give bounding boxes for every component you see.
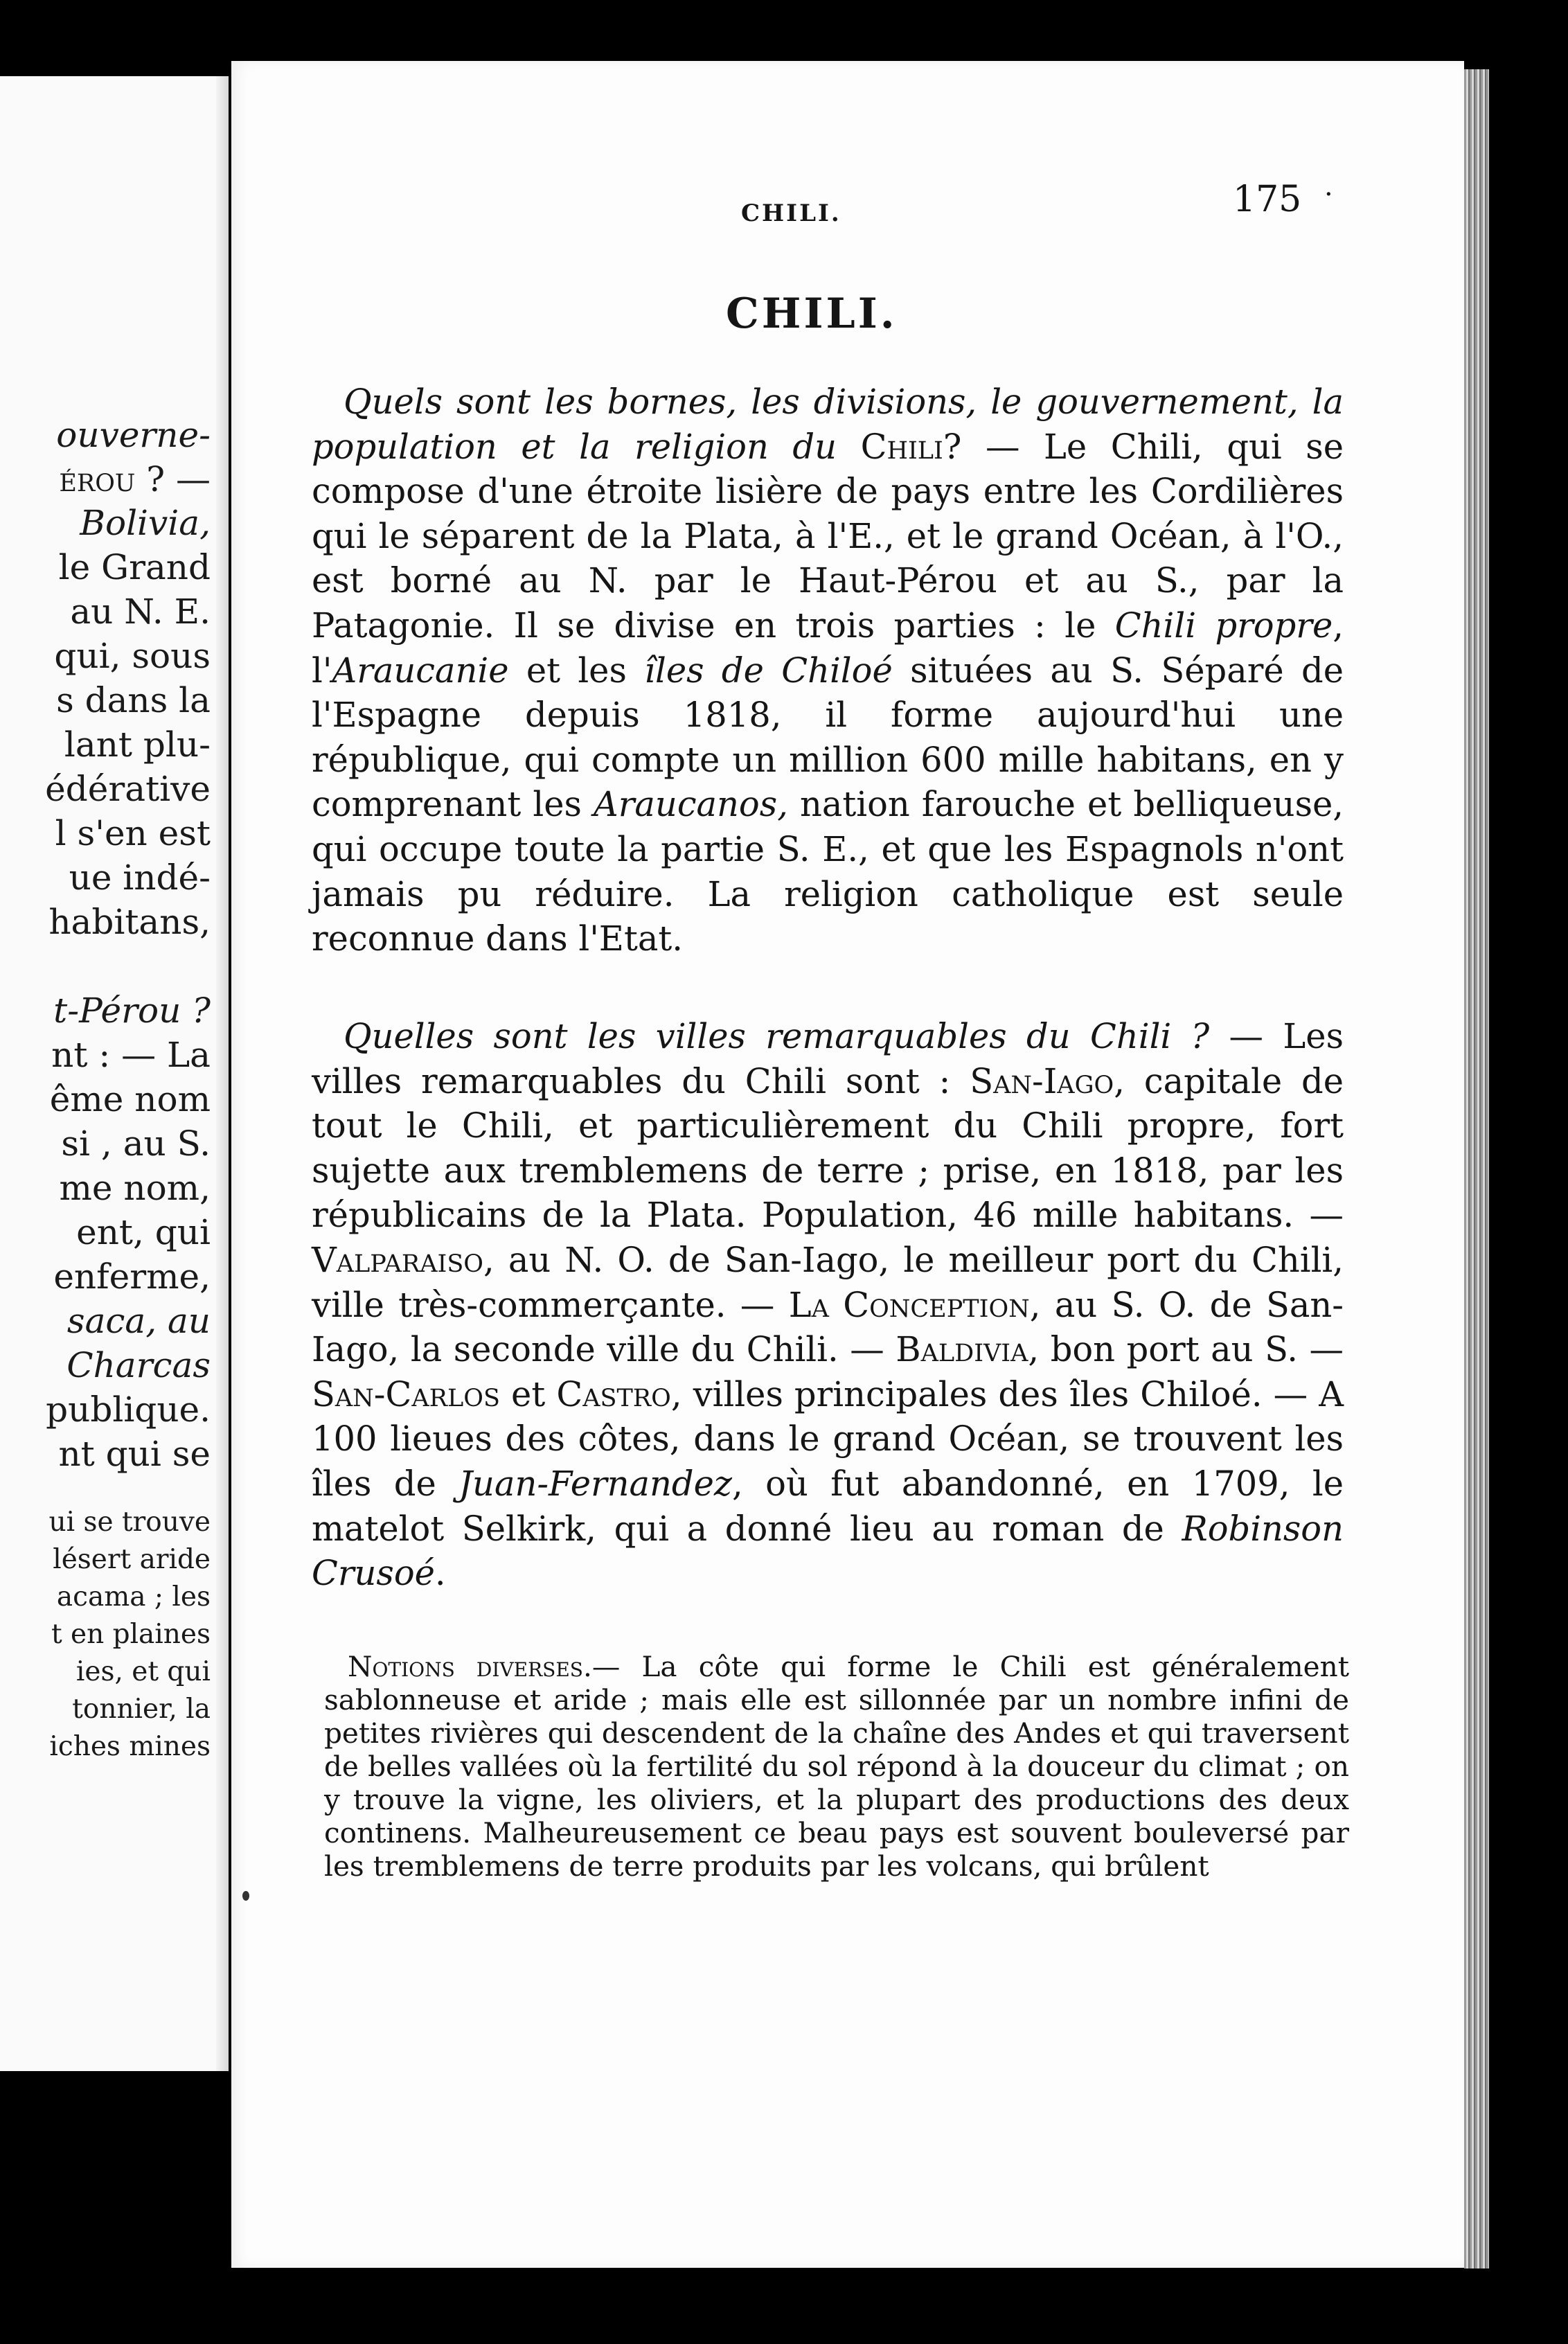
left-page-line: nt qui se bbox=[58, 1434, 211, 1474]
left-page-line: si , au S. bbox=[61, 1124, 211, 1164]
answer-text: , où fut abandonné, en 1709, le matelot Selkirk, qui a donné lieu au roman de bbox=[312, 1463, 1344, 1549]
question-text: Quels sont les bornes, les divisions, le gouvernement, la population et la religion du bbox=[312, 382, 1344, 467]
island-name: Juan-Fernandez bbox=[458, 1463, 732, 1504]
binding-mark bbox=[242, 1891, 249, 1901]
left-page-line: qui, sous bbox=[54, 636, 211, 676]
paragraph-remarkable-cities bbox=[312, 1014, 1344, 1596]
left-page-line: me nom, bbox=[59, 1168, 211, 1208]
running-head: CHILI. bbox=[741, 199, 841, 227]
notes-paragraph bbox=[324, 1650, 1349, 1883]
left-page-line: Charcas bbox=[66, 1345, 211, 1385]
answer-text: , bon port au S. — bbox=[1028, 1329, 1344, 1370]
question-country: Chili bbox=[860, 426, 943, 467]
left-page-line: le Grand bbox=[58, 547, 211, 587]
people-name: Araucanos, bbox=[594, 784, 788, 825]
left-page-line: Bolivia, bbox=[80, 503, 211, 543]
answer-text: . bbox=[434, 1553, 446, 1594]
left-page-line: ies, et qui bbox=[75, 1656, 211, 1687]
novel-title: Robinson Crusoé bbox=[312, 1508, 1344, 1594]
left-facing-page bbox=[0, 76, 229, 2071]
city-name: Baldivia bbox=[896, 1329, 1028, 1370]
city-name: La Conception bbox=[788, 1284, 1030, 1325]
left-page-line: au N. E. bbox=[70, 592, 211, 632]
answer-text: , l' bbox=[312, 605, 1344, 691]
notes-text: — La côte qui forme le Chili est généralement sablonneuse et aride ; mais elle est sillonnée par un nombre infini de petites rivières qui descendent de la chaîne des Andes et qui traversent de belles vallées où la fertilité du sol répond à la douceur du climat ; on y trouve la vigne, les oliviers, et la plupart des productions des deux continens. Malheureusement ce beau pays est souvent bouleversé par les tremblemens de terre produits par les volcans, qui brûlent bbox=[324, 1650, 1349, 1883]
question-mark: ? — bbox=[943, 426, 1020, 467]
left-page-line: enferme, bbox=[53, 1257, 211, 1297]
left-page-line: nt : — La bbox=[51, 1035, 211, 1075]
region-name: Araucanie bbox=[332, 650, 509, 691]
left-page-line: t-Pérou ? bbox=[53, 991, 211, 1031]
left-page-line: édérative bbox=[45, 769, 211, 809]
left-page-line: l s'en est bbox=[55, 813, 211, 853]
left-page-line: s dans la bbox=[56, 680, 211, 720]
answer-text: situées au S. Séparé de l'Espagne depuis 1818, il forme aujourd'hui une république, qui compte un million 600 mille habitans, en y comprenant les bbox=[312, 650, 1344, 825]
chapter-title: CHILI. bbox=[726, 290, 898, 338]
city-name: San-Carlos bbox=[312, 1374, 500, 1414]
city-name: Castro bbox=[556, 1374, 671, 1414]
left-page-line: ue indé- bbox=[69, 858, 211, 898]
page-number-mark: · bbox=[1324, 179, 1333, 211]
city-name: San-Iago bbox=[970, 1060, 1114, 1101]
question-text: Quelles sont les villes remarquables du Chili ? bbox=[344, 1016, 1210, 1056]
paragraph-borders-and-government bbox=[312, 380, 1344, 961]
left-page-line: acama ; les bbox=[56, 1581, 211, 1613]
notes-label: Notions diverses. bbox=[348, 1650, 592, 1683]
answer-text: et bbox=[499, 1374, 557, 1414]
left-page-line: ouverne- bbox=[56, 415, 211, 455]
left-page-line: publique. bbox=[46, 1389, 211, 1430]
left-page-line: ent, qui bbox=[76, 1212, 211, 1252]
left-page-line: lant plu- bbox=[64, 725, 211, 765]
page-number: 175 bbox=[1233, 179, 1302, 220]
left-page-line: ui se trouve bbox=[48, 1507, 211, 1538]
region-name: Chili propre bbox=[1114, 605, 1333, 646]
answer-text: nation farouche et belliqueuse, qui occupe toute la partie S. E., et que les Espagnols n'ont jamais pu réduire. La religion catholique est seule reconnue dans l'Etat. bbox=[312, 784, 1344, 959]
left-page-line: tonnier, la bbox=[72, 1694, 211, 1725]
answer-text: — Les villes remarquables du Chili sont : bbox=[312, 1016, 1344, 1101]
answer-text: Le Chili, qui se compose d'une étroite lisière de pays entre les Cordilières qui le séparent de la Plata, à l'E., et le grand Océan, à l'O., est borné au N. par le Haut-Pérou et au S., par la Patagonie. Il se divise en trois parties : le bbox=[312, 426, 1344, 646]
left-page-line: iches mines bbox=[49, 1731, 211, 1762]
left-page-line: saca, au bbox=[66, 1301, 211, 1341]
answer-text: , au S. O. de San-Iago, la seconde ville du Chili. — bbox=[312, 1284, 1344, 1370]
city-name: Valparaiso bbox=[312, 1239, 484, 1280]
left-page-line: ême nom bbox=[49, 1079, 211, 1119]
region-name: îles de Chiloé bbox=[644, 650, 893, 691]
book-page-edges bbox=[1464, 69, 1489, 2268]
left-page-line: habitans, bbox=[48, 902, 211, 942]
answer-text: et les bbox=[508, 650, 645, 691]
answer-text: , au N. O. de San-Iago, le meilleur port du Chili, ville très-commerçante. — bbox=[312, 1239, 1344, 1325]
answer-text: , villes principales des îles Chiloé. — A 100 lieues des côtes, dans le grand Océan, se trouvent les îles de bbox=[312, 1374, 1344, 1504]
gutter-shadow bbox=[216, 76, 229, 2071]
left-page-line: érou ? — bbox=[59, 459, 211, 499]
left-page-line: lésert aride bbox=[53, 1544, 211, 1575]
left-page-line: t en plaines bbox=[51, 1619, 211, 1650]
answer-text: , capitale de tout le Chili, et particulièrement du Chili propre, fort sujette aux tremblemens de terre ; prise, en 1818, par les républicains de la Plata. Population, 46 mille habitans. — bbox=[312, 1060, 1344, 1236]
